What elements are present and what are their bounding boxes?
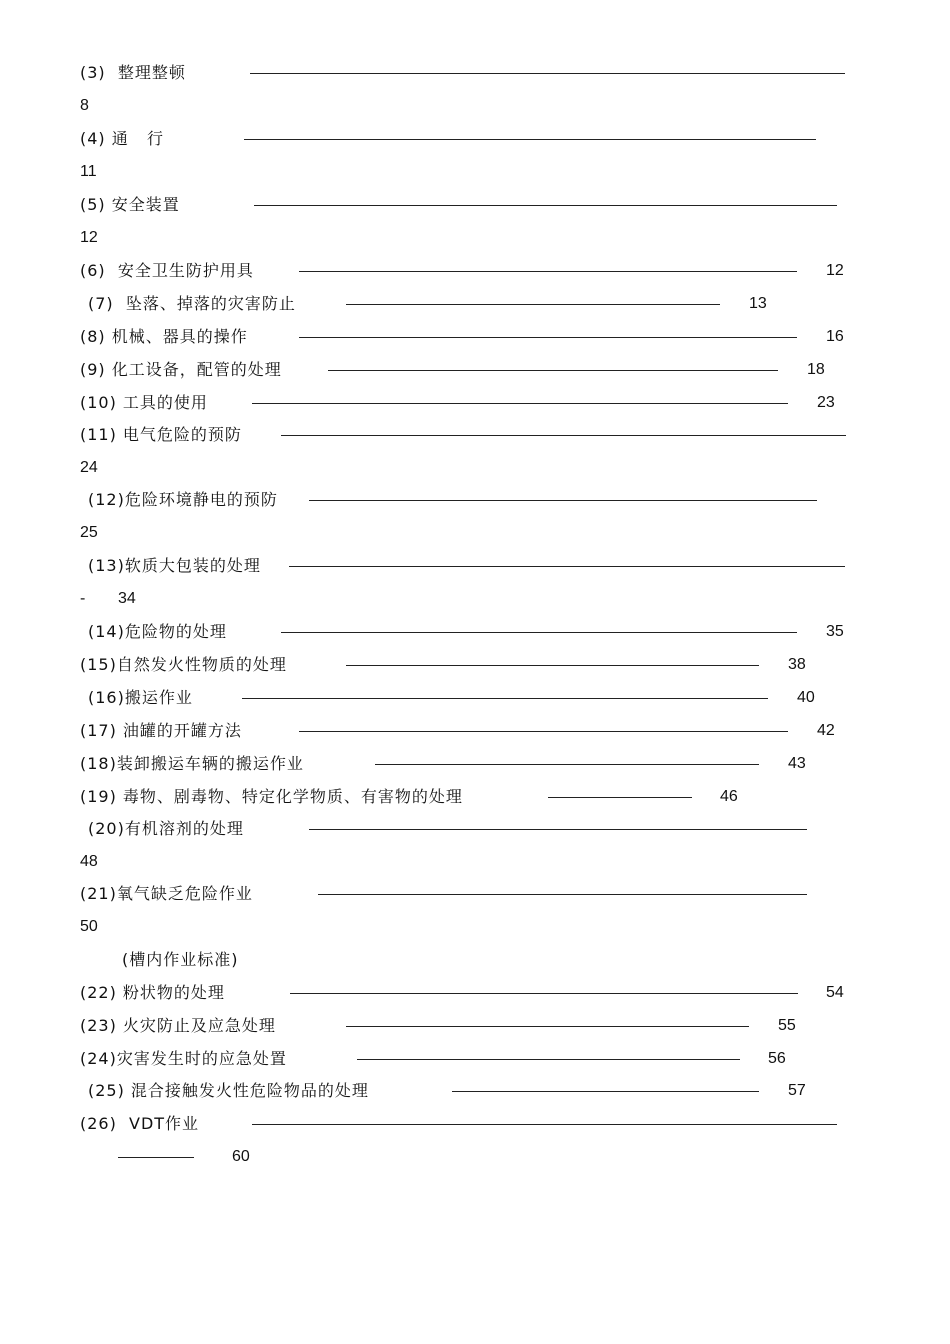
toc-entry-26-page: 60 <box>232 1148 250 1165</box>
toc-entry-20-leader <box>309 829 807 830</box>
toc-entry-3-page: 8 <box>80 97 89 114</box>
toc-entry-14-title: (14)危险物的处理 <box>88 622 227 641</box>
toc-entry-25-page: 57 <box>788 1082 806 1099</box>
toc-entry-21-subtitle: (槽内作业标准) <box>122 950 239 969</box>
toc-entry-17-leader <box>299 731 788 732</box>
toc-entry-17-page: 42 <box>817 722 835 739</box>
toc-entry-7-title: (7) 坠落、掉落的灾害防止 <box>88 294 296 313</box>
toc-entry-7-page: 13 <box>749 295 767 312</box>
toc-entry-6-leader <box>299 271 797 272</box>
toc-entry-26-leader-tail <box>118 1157 194 1158</box>
toc-entry-25-title: (25) 混合接触发火性危险物品的处理 <box>88 1081 369 1100</box>
toc-entry-19-title: (19) 毒物、剧毒物、特定化学物质、有害物的处理 <box>80 787 463 806</box>
toc-entry-9-page: 18 <box>807 361 825 378</box>
toc-entry-26-title: (26) VDT作业 <box>80 1114 200 1133</box>
toc-entry-8-page: 16 <box>826 328 844 345</box>
toc-entry-10-page: 23 <box>817 394 835 411</box>
toc-entry-11-leader <box>281 435 846 436</box>
toc-entry-5-page: 12 <box>80 229 98 246</box>
toc-entry-9-title: (9) 化工设备，配管的处理 <box>80 360 282 379</box>
toc-entry-4-leader <box>244 139 816 140</box>
toc-entry-20-page: 48 <box>80 853 98 870</box>
toc-entry-24-title: (24)灾害发生时的应急处置 <box>80 1049 287 1068</box>
toc-entry-23-page: 55 <box>778 1017 796 1034</box>
toc-entry-5-title: (5) 安全装置 <box>80 195 180 214</box>
toc-entry-18-leader <box>375 764 759 765</box>
toc-entry-15-page: 38 <box>788 656 806 673</box>
toc-entry-13-page: 34 <box>118 590 136 607</box>
toc-entry-3-leader <box>250 73 845 74</box>
toc-entry-16-title: (16)搬运作业 <box>88 688 193 707</box>
toc-entry-10-leader <box>252 403 788 404</box>
toc-entry-10-title: (10) 工具的使用 <box>80 393 208 412</box>
toc-entry-16-page: 40 <box>797 689 815 706</box>
toc-entry-24-page: 56 <box>768 1050 786 1067</box>
toc-entry-11-page: 24 <box>80 459 98 476</box>
toc-entry-22-leader <box>290 993 798 994</box>
toc-entry-21-title: (21)氧气缺乏危险作业 <box>80 884 253 903</box>
toc-entry-4-title: (4) 通 行 <box>80 129 165 148</box>
toc-entry-15-leader <box>346 665 759 666</box>
toc-entry-23-title: (23) 火灾防止及应急处理 <box>80 1016 276 1035</box>
toc-entry-26-leader <box>252 1124 837 1125</box>
toc-entry-17-title: (17) 油罐的开罐方法 <box>80 721 242 740</box>
toc-entry-11-title: (11) 电气危险的预防 <box>80 425 242 444</box>
toc-entry-8-title: (8) 机械、器具的操作 <box>80 327 248 346</box>
toc-entry-6-title: (6) 安全卫生防护用具 <box>80 261 254 280</box>
toc-entry-6-page: 12 <box>826 262 844 279</box>
toc-entry-9-leader <box>328 370 778 371</box>
toc-entry-3-title: (3) 整理整顿 <box>80 63 186 82</box>
toc-entry-22-title: (22) 粉状物的处理 <box>80 983 225 1002</box>
toc-entry-14-leader <box>281 632 797 633</box>
toc-entry-19-page: 46 <box>720 788 738 805</box>
toc-entry-23-leader <box>346 1026 749 1027</box>
toc-entry-7-leader <box>346 304 720 305</box>
toc-entry-19-leader <box>548 797 692 798</box>
toc-entry-13-leader <box>289 566 845 567</box>
toc-entry-20-title: (20)有机溶剂的处理 <box>88 819 244 838</box>
toc-entry-12-title: (12)危险环境静电的预防 <box>88 490 278 509</box>
toc-entry-24-leader <box>357 1059 740 1060</box>
toc-entry-8-leader <box>299 337 797 338</box>
toc-entry-14-page: 35 <box>826 623 844 640</box>
toc-entry-21-page: 50 <box>80 918 98 935</box>
toc-entry-4-page: 11 <box>80 163 97 180</box>
toc-entry-13-leader-tail: - <box>80 590 86 607</box>
toc-entry-12-page: 25 <box>80 524 98 541</box>
toc-entry-12-leader <box>309 500 817 501</box>
toc-entry-5-leader <box>254 205 837 206</box>
toc-entry-21-leader <box>318 894 807 895</box>
toc-entry-13-title: (13)软质大包装的处理 <box>88 556 261 575</box>
toc-entry-18-title: (18)装卸搬运车辆的搬运作业 <box>80 754 304 773</box>
toc-entry-15-title: (15)自然发火性物质的处理 <box>80 655 287 674</box>
toc-entry-25-leader <box>452 1091 759 1092</box>
toc-entry-22-page: 54 <box>826 984 844 1001</box>
toc-entry-18-page: 43 <box>788 755 806 772</box>
toc-entry-16-leader <box>242 698 768 699</box>
